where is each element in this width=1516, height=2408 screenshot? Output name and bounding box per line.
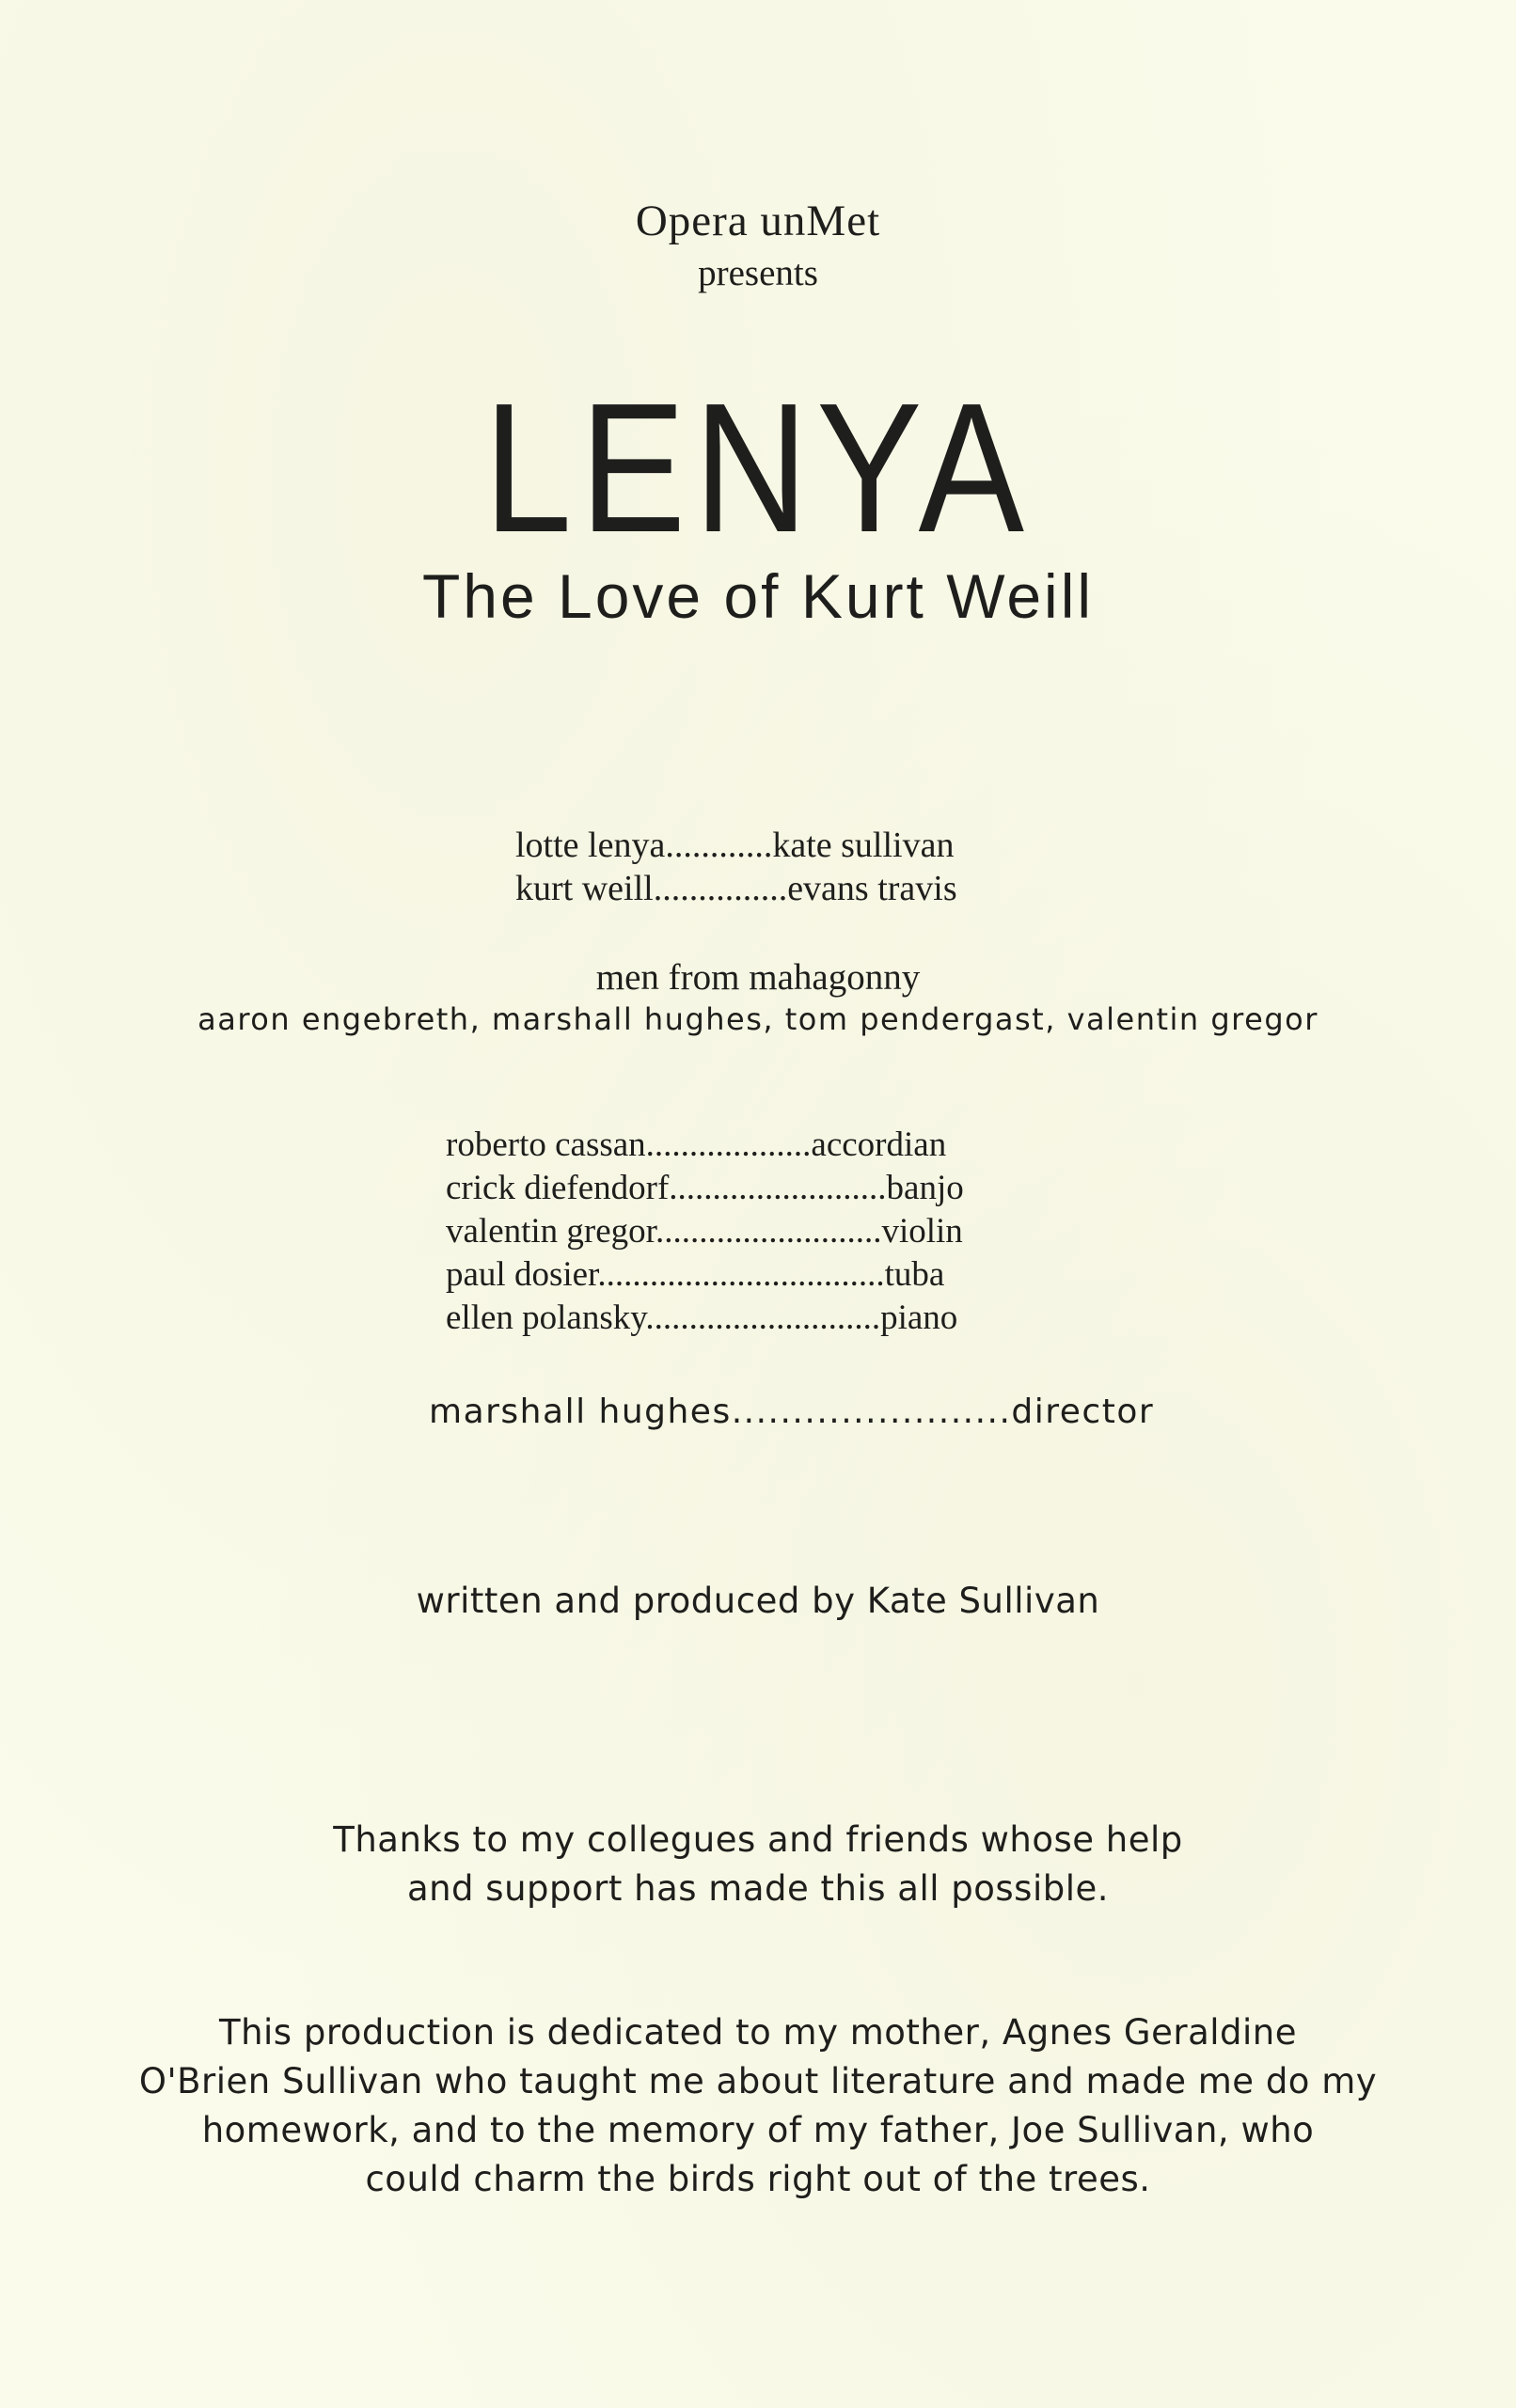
presents-label: presents <box>698 253 818 293</box>
band-line: crick diefendorf.........................banjo <box>446 1169 964 1207</box>
thanks-line: Thanks to my collegues and friends whose help <box>333 1819 1183 1860</box>
band-list <box>446 1124 964 1340</box>
dedication-line: could charm the birds right out of the trees. <box>365 2159 1151 2199</box>
writer-credit: written and produced by Kate Sullivan <box>416 1581 1100 1621</box>
director-credit: marshall hughes.......................director <box>429 1393 1155 1431</box>
thanks-note <box>0 1816 1516 1913</box>
show-title: LENYA <box>483 365 1033 571</box>
band-line: valentin gregor..........................violin <box>446 1212 963 1251</box>
show-subtitle: The Love of Kurt Weill <box>421 561 1095 631</box>
principal-cast <box>515 824 957 910</box>
company-name: Opera unMet <box>635 197 881 245</box>
ensemble-names: aaron engebreth, marshall hughes, tom pendergast, valentin gregor <box>197 1001 1319 1037</box>
dedication-line: O'Brien Sullivan who taught me about literature and made me do my <box>138 2061 1378 2101</box>
dedication-line: This production is dedicated to my mother, Agnes Geraldine <box>218 2012 1298 2053</box>
cast-line: kurt weill...............evans travis <box>515 869 957 908</box>
band-line: paul dosier.................................tuba <box>446 1255 945 1294</box>
dedication-line: homework, and to the memory of my father, Joe Sullivan, who <box>201 2110 1315 2150</box>
ensemble-heading: men from mahagonny <box>595 957 921 998</box>
band-line: roberto cassan...................accordian <box>446 1125 947 1164</box>
dedication-note <box>0 2008 1516 2204</box>
thanks-line: and support has made this all possible. <box>406 1868 1110 1909</box>
band-line: ellen polansky...........................piano <box>446 1298 958 1337</box>
cast-line: lotte lenya............kate sullivan <box>515 826 955 865</box>
